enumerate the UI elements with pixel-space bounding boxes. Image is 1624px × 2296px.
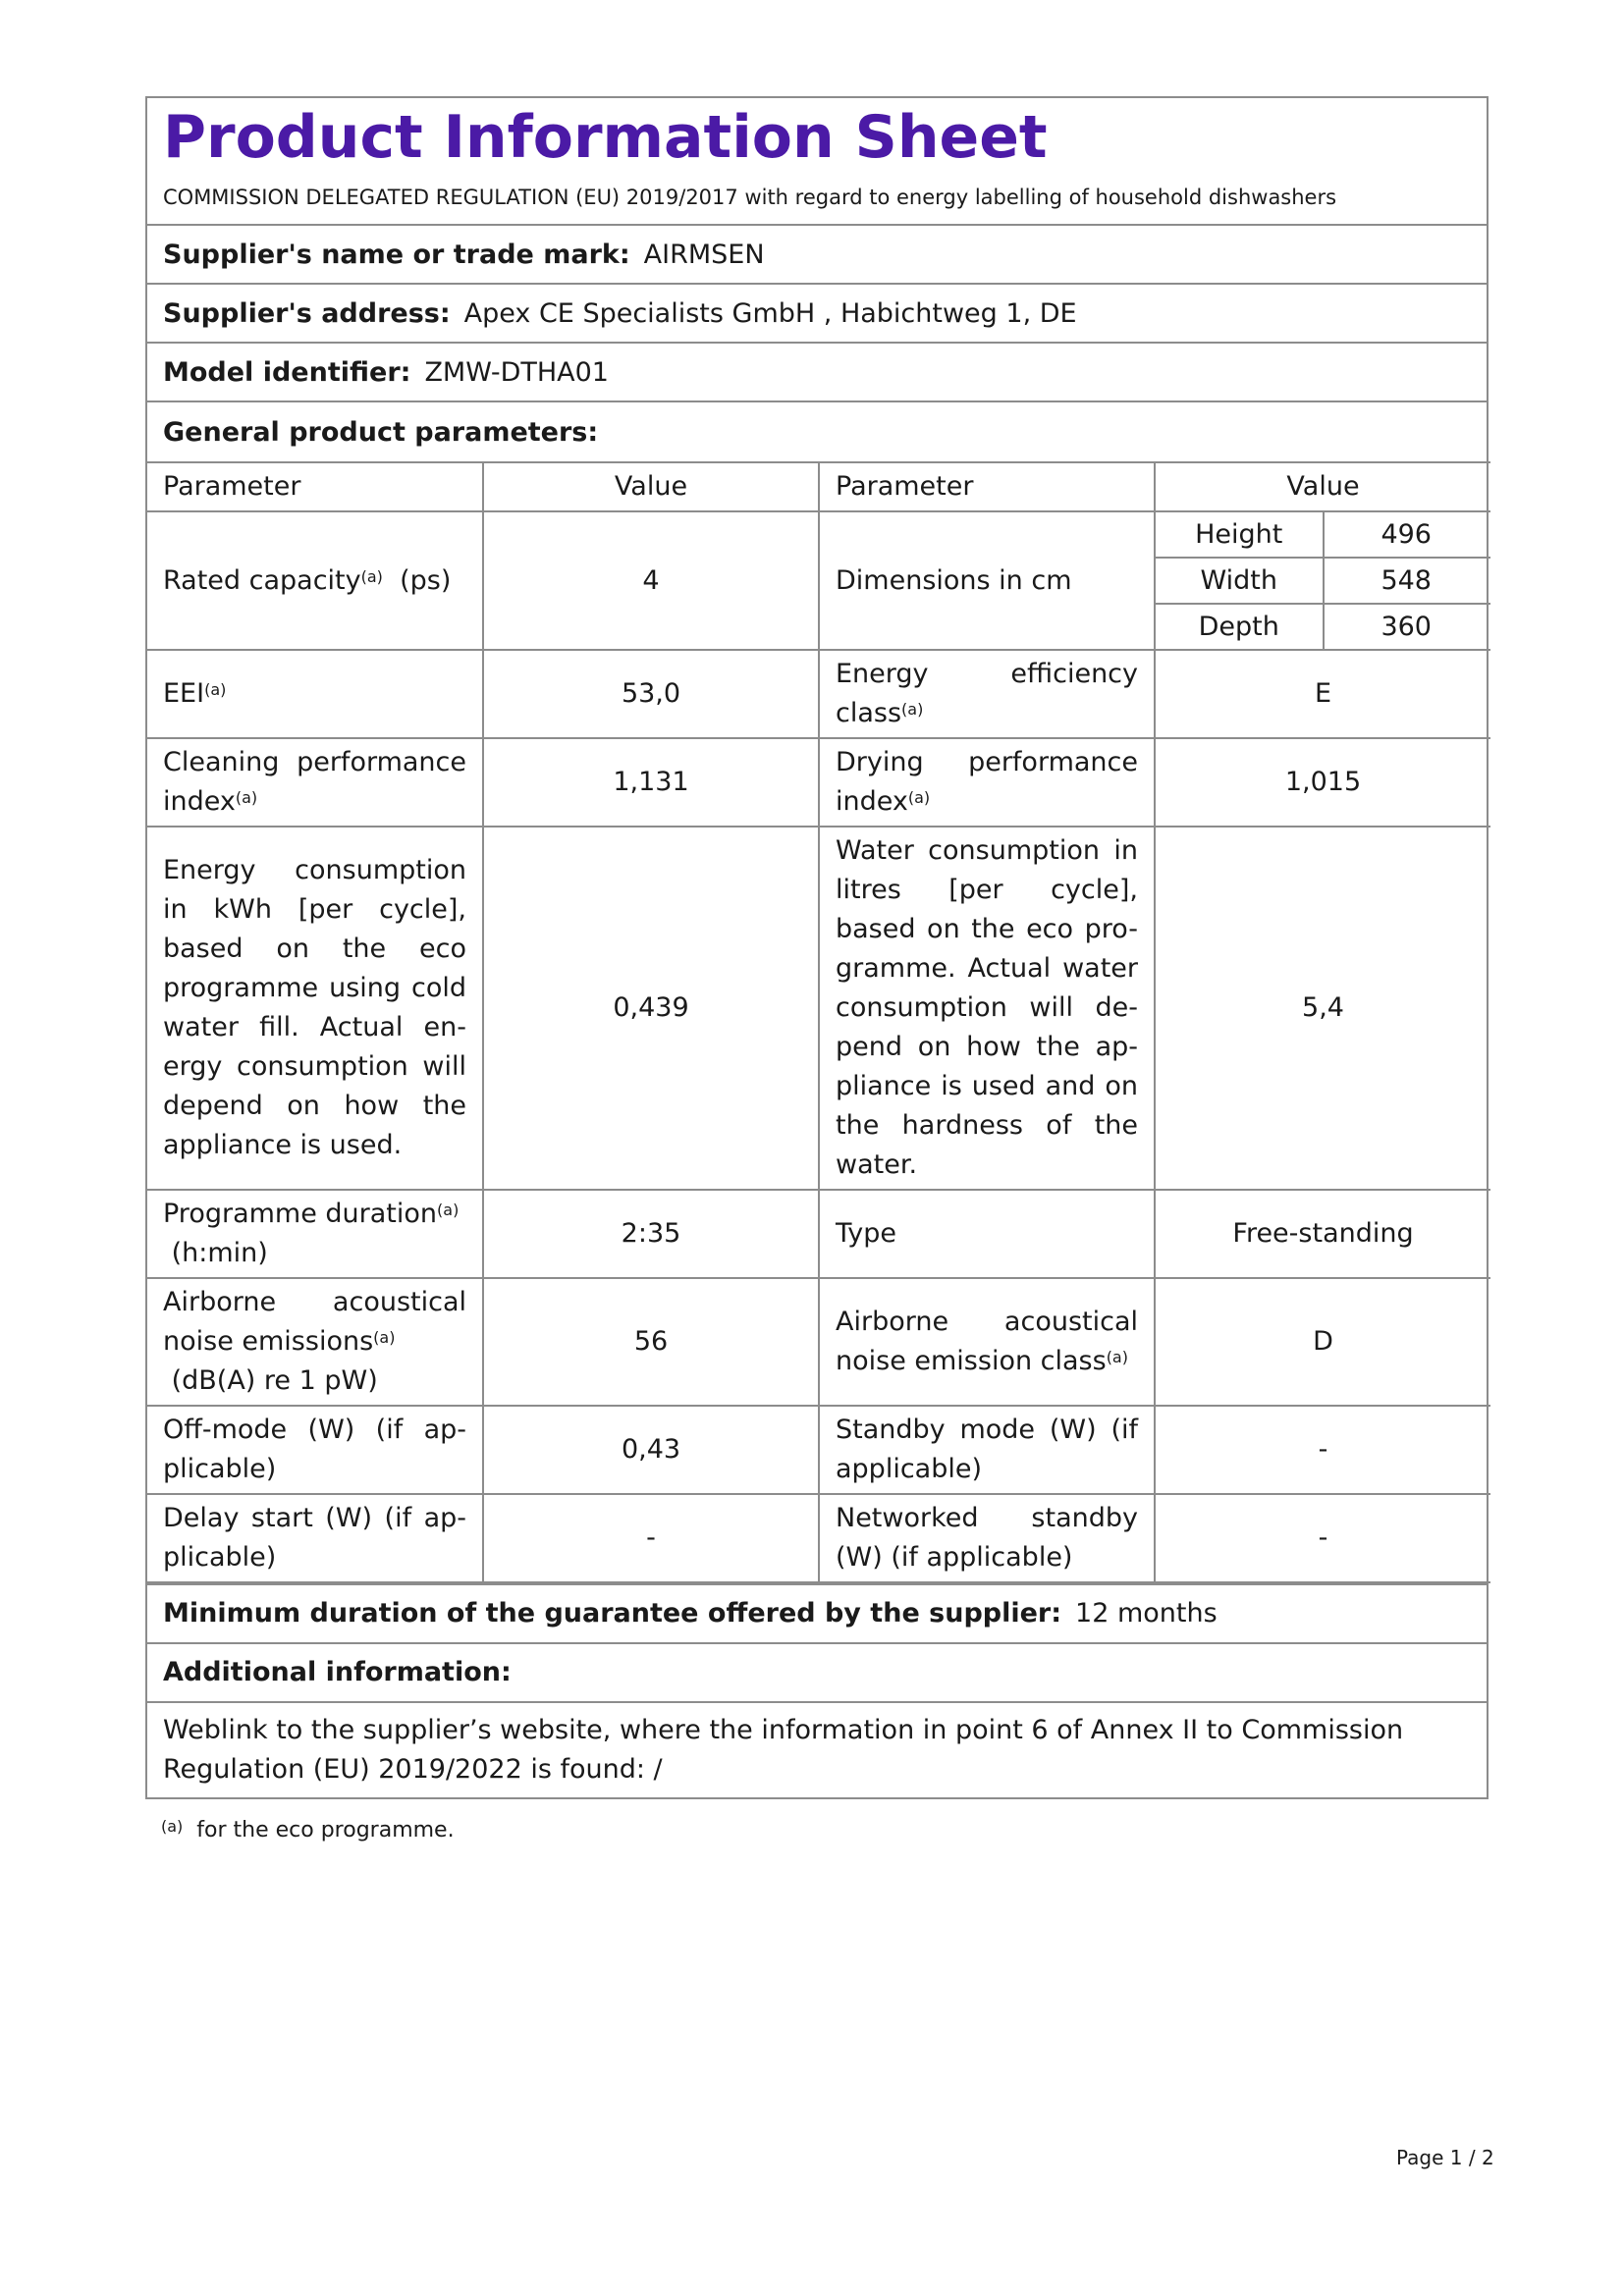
noise-value: 56	[483, 1278, 819, 1406]
eei-label: EEI	[163, 678, 205, 709]
guarantee-row	[147, 1583, 1487, 1642]
product-information-sheet	[145, 96, 1489, 1799]
parameters-table	[147, 461, 1490, 1583]
off-mode-value: 0,43	[483, 1406, 819, 1494]
footnote-marker: (a)	[235, 788, 258, 807]
footnote-marker: (a)	[1106, 1348, 1128, 1366]
page-title: Product Information Sheet	[163, 103, 1048, 172]
depth-value: 360	[1380, 612, 1432, 642]
footnote-marker: (a)	[204, 680, 227, 699]
rated-capacity-label-cell	[147, 511, 483, 650]
networked-standby-value: -	[1155, 1494, 1490, 1582]
supplier-name-value: AIRMSEN	[643, 239, 765, 270]
drying-value: 1,015	[1155, 738, 1490, 827]
footnote-marker: (a)	[907, 788, 931, 807]
general-parameters-label: General product parameters:	[163, 416, 599, 448]
cleaning-label-cell	[147, 738, 483, 827]
energy-class-value: E	[1155, 650, 1490, 738]
guarantee-value: 12 months	[1075, 1598, 1218, 1629]
additional-information-row	[147, 1642, 1487, 1701]
energy-consumption-label: Energy consumption in kWh [per cycle], based on the eco programme using cold water fill. Actual en- ergy consumption will depend on how the appliance is used.	[147, 827, 483, 1190]
energy-class-label: Energy efficiency class	[836, 659, 1138, 728]
dimensions-label: Dimensions in cm	[819, 511, 1155, 650]
type-label: Type	[819, 1190, 1155, 1278]
table-row	[1156, 558, 1490, 604]
cleaning-value: 1,131	[483, 738, 819, 827]
delay-start-value: -	[483, 1494, 819, 1582]
networked-standby-label: Networked standby (W) (if applicable)	[819, 1494, 1155, 1582]
noise-label-cell	[147, 1278, 483, 1406]
height-value: 496	[1324, 512, 1491, 558]
header-parameter-2: Parameter	[819, 462, 1155, 511]
footnote	[161, 1816, 455, 1845]
header-parameter-1: Parameter	[147, 462, 483, 511]
table-row	[147, 1406, 1490, 1494]
standby-value: -	[1155, 1406, 1490, 1494]
table-row	[147, 1494, 1490, 1582]
header-value-1: Value	[483, 462, 819, 511]
footnote-marker: (a)	[360, 566, 383, 586]
cleaning-label: Cleaning performance index	[163, 747, 466, 817]
model-identifier-row	[147, 344, 1487, 402]
noise-class-label: Airborne acoustical noise emission class	[836, 1307, 1138, 1376]
programme-duration-label: Programme duration	[163, 1199, 438, 1229]
energy-consumption-value: 0,439	[483, 827, 819, 1190]
weblink-row	[147, 1701, 1487, 1797]
delay-start-label: Delay start (W) (if ap- plicable)	[147, 1494, 483, 1582]
noise-class-value: D	[1155, 1278, 1490, 1406]
table-row	[147, 1190, 1490, 1278]
width-value: 548	[1324, 558, 1491, 604]
eei-label-cell	[147, 650, 483, 738]
drying-label-cell	[819, 738, 1155, 827]
rated-capacity-value: 4	[483, 511, 819, 650]
table-row	[147, 738, 1490, 827]
footnote-marker: (a)	[161, 1817, 184, 1836]
table-row	[147, 827, 1490, 1190]
energy-class-label-cell	[819, 650, 1155, 738]
footnote-marker: (a)	[373, 1328, 396, 1347]
rated-capacity-label: Rated capacity	[163, 564, 361, 596]
model-identifier-label: Model identifier:	[163, 356, 411, 388]
additional-information-label: Additional information:	[163, 1657, 512, 1687]
table-row	[1156, 512, 1490, 558]
supplier-address-value: Apex CE Specialists GmbH , Habichtweg 1, DE	[463, 297, 1077, 329]
eei-value: 53,0	[483, 650, 819, 738]
page-number: Page 1 / 2	[1396, 2146, 1494, 2169]
table-row	[147, 511, 1490, 650]
table-row	[1156, 604, 1490, 649]
programme-duration-value: 2:35	[483, 1190, 819, 1278]
general-parameters-row	[147, 402, 1487, 461]
noise-label: Airborne acoustical noise emissions	[163, 1287, 466, 1357]
water-consumption-value: 5,4	[1155, 827, 1490, 1190]
drying-label: Drying performance index	[836, 747, 1138, 817]
programme-duration-unit: (h:min)	[171, 1238, 268, 1268]
off-mode-label: Off-mode (W) (if ap- plicable)	[147, 1406, 483, 1494]
dimensions-cell	[1155, 511, 1490, 650]
footnote-text: for the eco programme.	[196, 1818, 455, 1842]
footnote-marker: (a)	[901, 700, 924, 719]
height-label: Height	[1156, 512, 1324, 558]
depth-label: Depth	[1156, 604, 1324, 649]
supplier-name-row	[147, 226, 1487, 285]
table-header-row	[147, 462, 1490, 511]
supplier-address-row	[147, 285, 1487, 344]
width-label: Width	[1156, 558, 1324, 604]
supplier-address-label: Supplier's address:	[163, 297, 451, 329]
header-value-2: Value	[1155, 462, 1490, 511]
standby-label: Standby mode (W) (if applicable)	[819, 1406, 1155, 1494]
regulation-subtitle: COMMISSION DELEGATED REGULATION (EU) 2019/2017 with regard to energy labelling of household dishwashers	[163, 186, 1337, 209]
supplier-name-label: Supplier's name or trade mark:	[163, 239, 630, 270]
model-identifier-value: ZMW-DTHA01	[424, 356, 609, 388]
dimensions-table	[1156, 512, 1490, 649]
programme-duration-label-cell	[147, 1190, 483, 1278]
footnote-marker: (a)	[437, 1201, 460, 1219]
guarantee-label: Minimum duration of the guarantee offered by the supplier:	[163, 1598, 1062, 1629]
water-consumption-label: Water consumption in litres [per cycle], based on the eco pro- gramme. Actual water consumption will de- pend on how the ap- pliance is used and on the hardness of the water.	[819, 827, 1155, 1190]
type-value: Free-standing	[1155, 1190, 1490, 1278]
table-row	[147, 1278, 1490, 1406]
noise-unit: (dB(A) re 1 pW)	[171, 1365, 378, 1396]
rated-capacity-unit: (ps)	[400, 564, 452, 596]
table-row	[147, 650, 1490, 738]
weblink-text: Weblink to the supplier’s website, where the information in point 6 of Annex II to Commission Regulation (EU) 2019/2022 is found: /	[163, 1715, 1404, 1785]
header	[147, 98, 1487, 226]
noise-class-label-cell	[819, 1278, 1155, 1406]
